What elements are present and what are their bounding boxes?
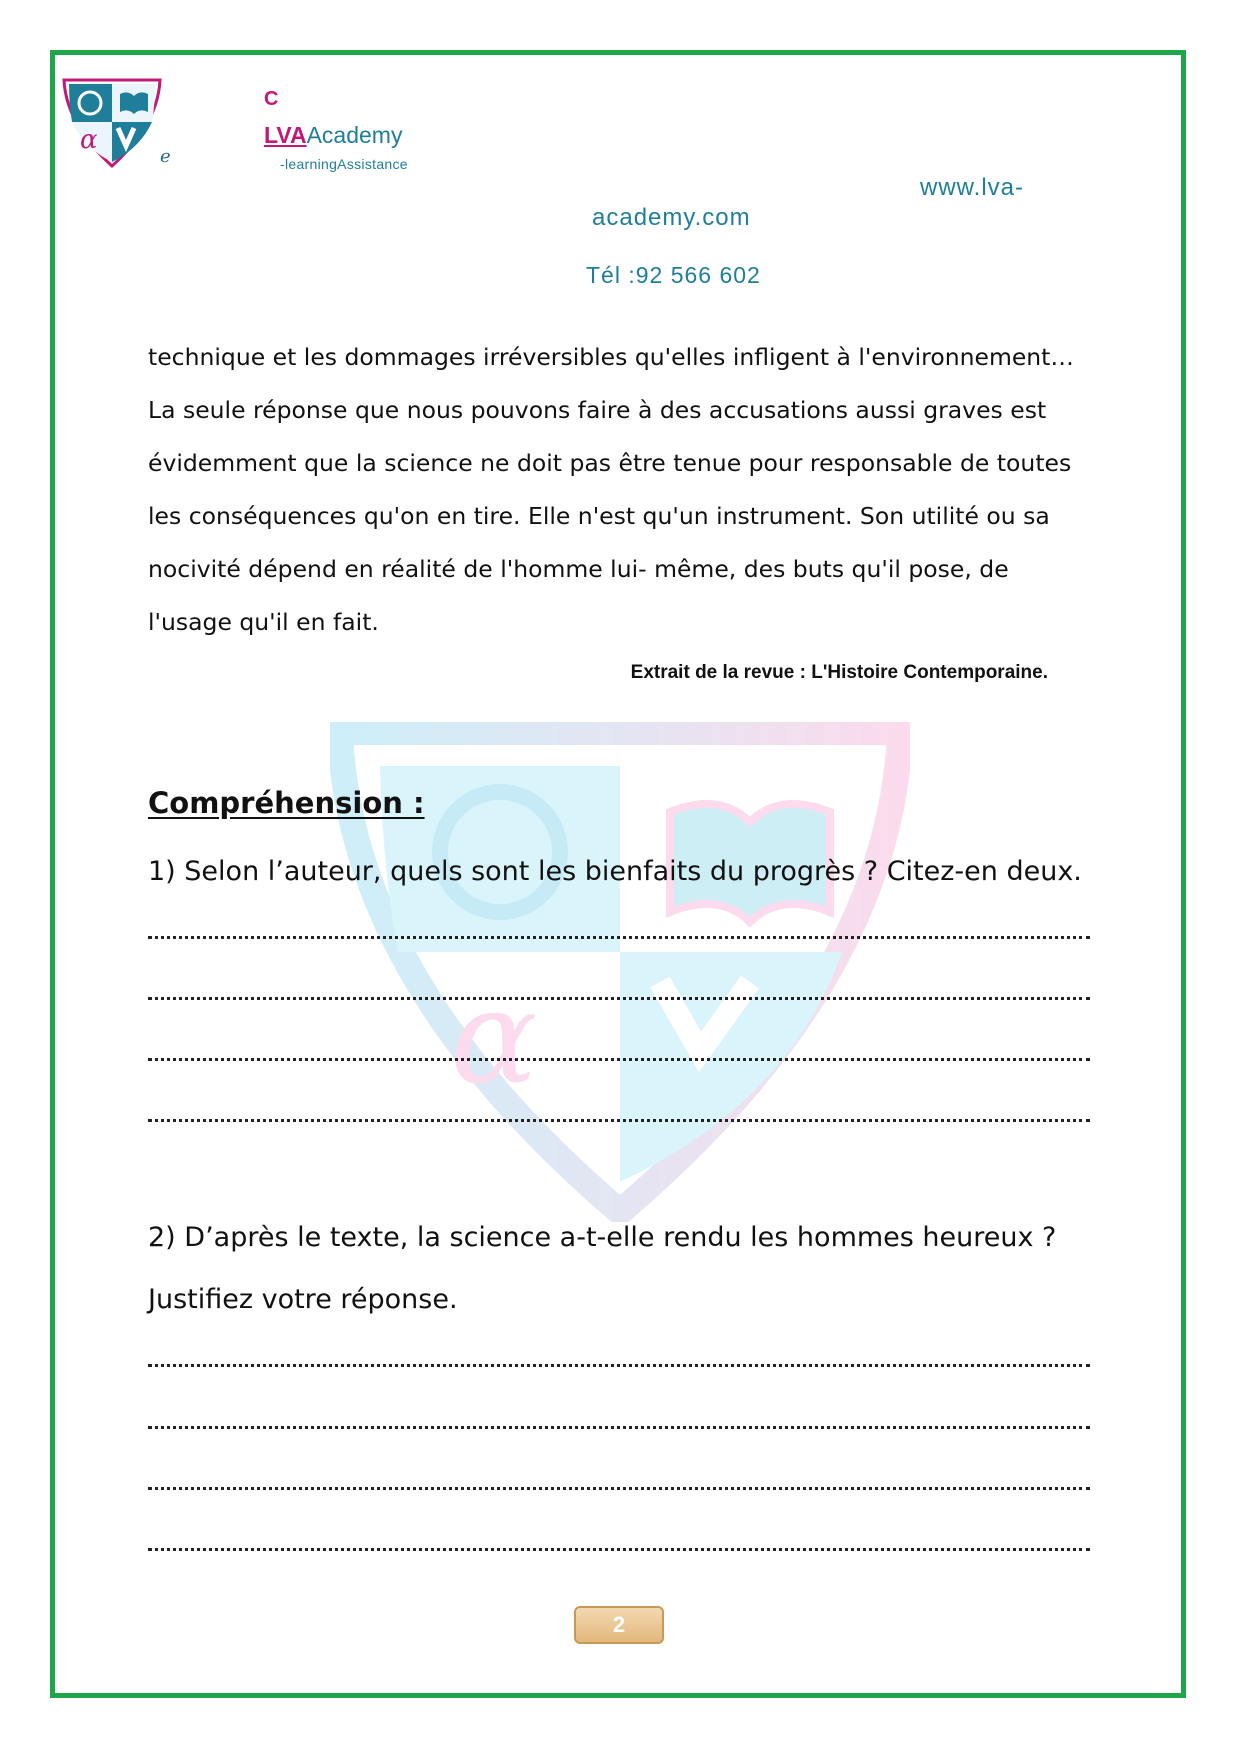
logo-letter: e	[160, 146, 171, 167]
svg-text:α: α	[450, 961, 538, 1113]
question-2: 2) D’après le texte, la science a-t-elle rendu les hommes heureux ?	[148, 1222, 1057, 1253]
website-part-2: academy.com	[592, 204, 751, 231]
brand-tagline: -learningAssistance	[280, 156, 408, 172]
question-1: 1) Selon l’auteur, quels sont les bienfaits du progrès ? Citez-en deux.	[148, 856, 1082, 887]
question-2-instruction: Justifiez votre réponse.	[148, 1284, 458, 1315]
passage-line: l'usage qu'il en fait.	[148, 608, 379, 636]
passage-line: les conséquences qu'on en tire. Elle n'est qu'un instrument. Son utilité ou sa	[148, 502, 1050, 530]
answer-line[interactable]	[148, 1119, 1090, 1122]
passage-line: évidemment que la science ne doit pas être tenue pour responsable de toutes	[148, 449, 1072, 477]
brand-name	[264, 122, 402, 149]
answer-line[interactable]	[148, 1487, 1090, 1490]
answer-line[interactable]	[148, 1548, 1090, 1551]
passage-source: Extrait de la revue : L'Histoire Contemporaine.	[630, 662, 1048, 683]
website-part-1: www.lva-	[920, 174, 1025, 201]
brand-academy: Academy	[306, 122, 403, 148]
answer-line[interactable]	[148, 1426, 1090, 1429]
answer-line[interactable]	[148, 997, 1090, 1000]
passage-line: La seule réponse que nous pouvons faire à des accusations aussi graves est	[148, 396, 1047, 424]
passage-line: nocivité dépend en réalité de l'homme lui- même, des buts qu'il pose, de	[148, 555, 1009, 583]
brand-initial: C	[264, 88, 279, 110]
answer-line[interactable]	[148, 1058, 1090, 1061]
academy-logo	[58, 76, 166, 170]
answer-line[interactable]	[148, 1364, 1090, 1367]
answer-line[interactable]	[148, 936, 1090, 939]
reading-passage	[148, 340, 1108, 658]
passage-line: technique et les dommages irréversibles qu'elles infligent à l'environnement…	[148, 343, 1074, 371]
phone-number: Tél :92 566 602	[586, 262, 761, 288]
svg-text:α: α	[80, 125, 98, 155]
section-title: Compréhension :	[148, 786, 425, 820]
page-number: 2	[574, 1606, 664, 1644]
brand-lva: LVA	[264, 122, 307, 148]
